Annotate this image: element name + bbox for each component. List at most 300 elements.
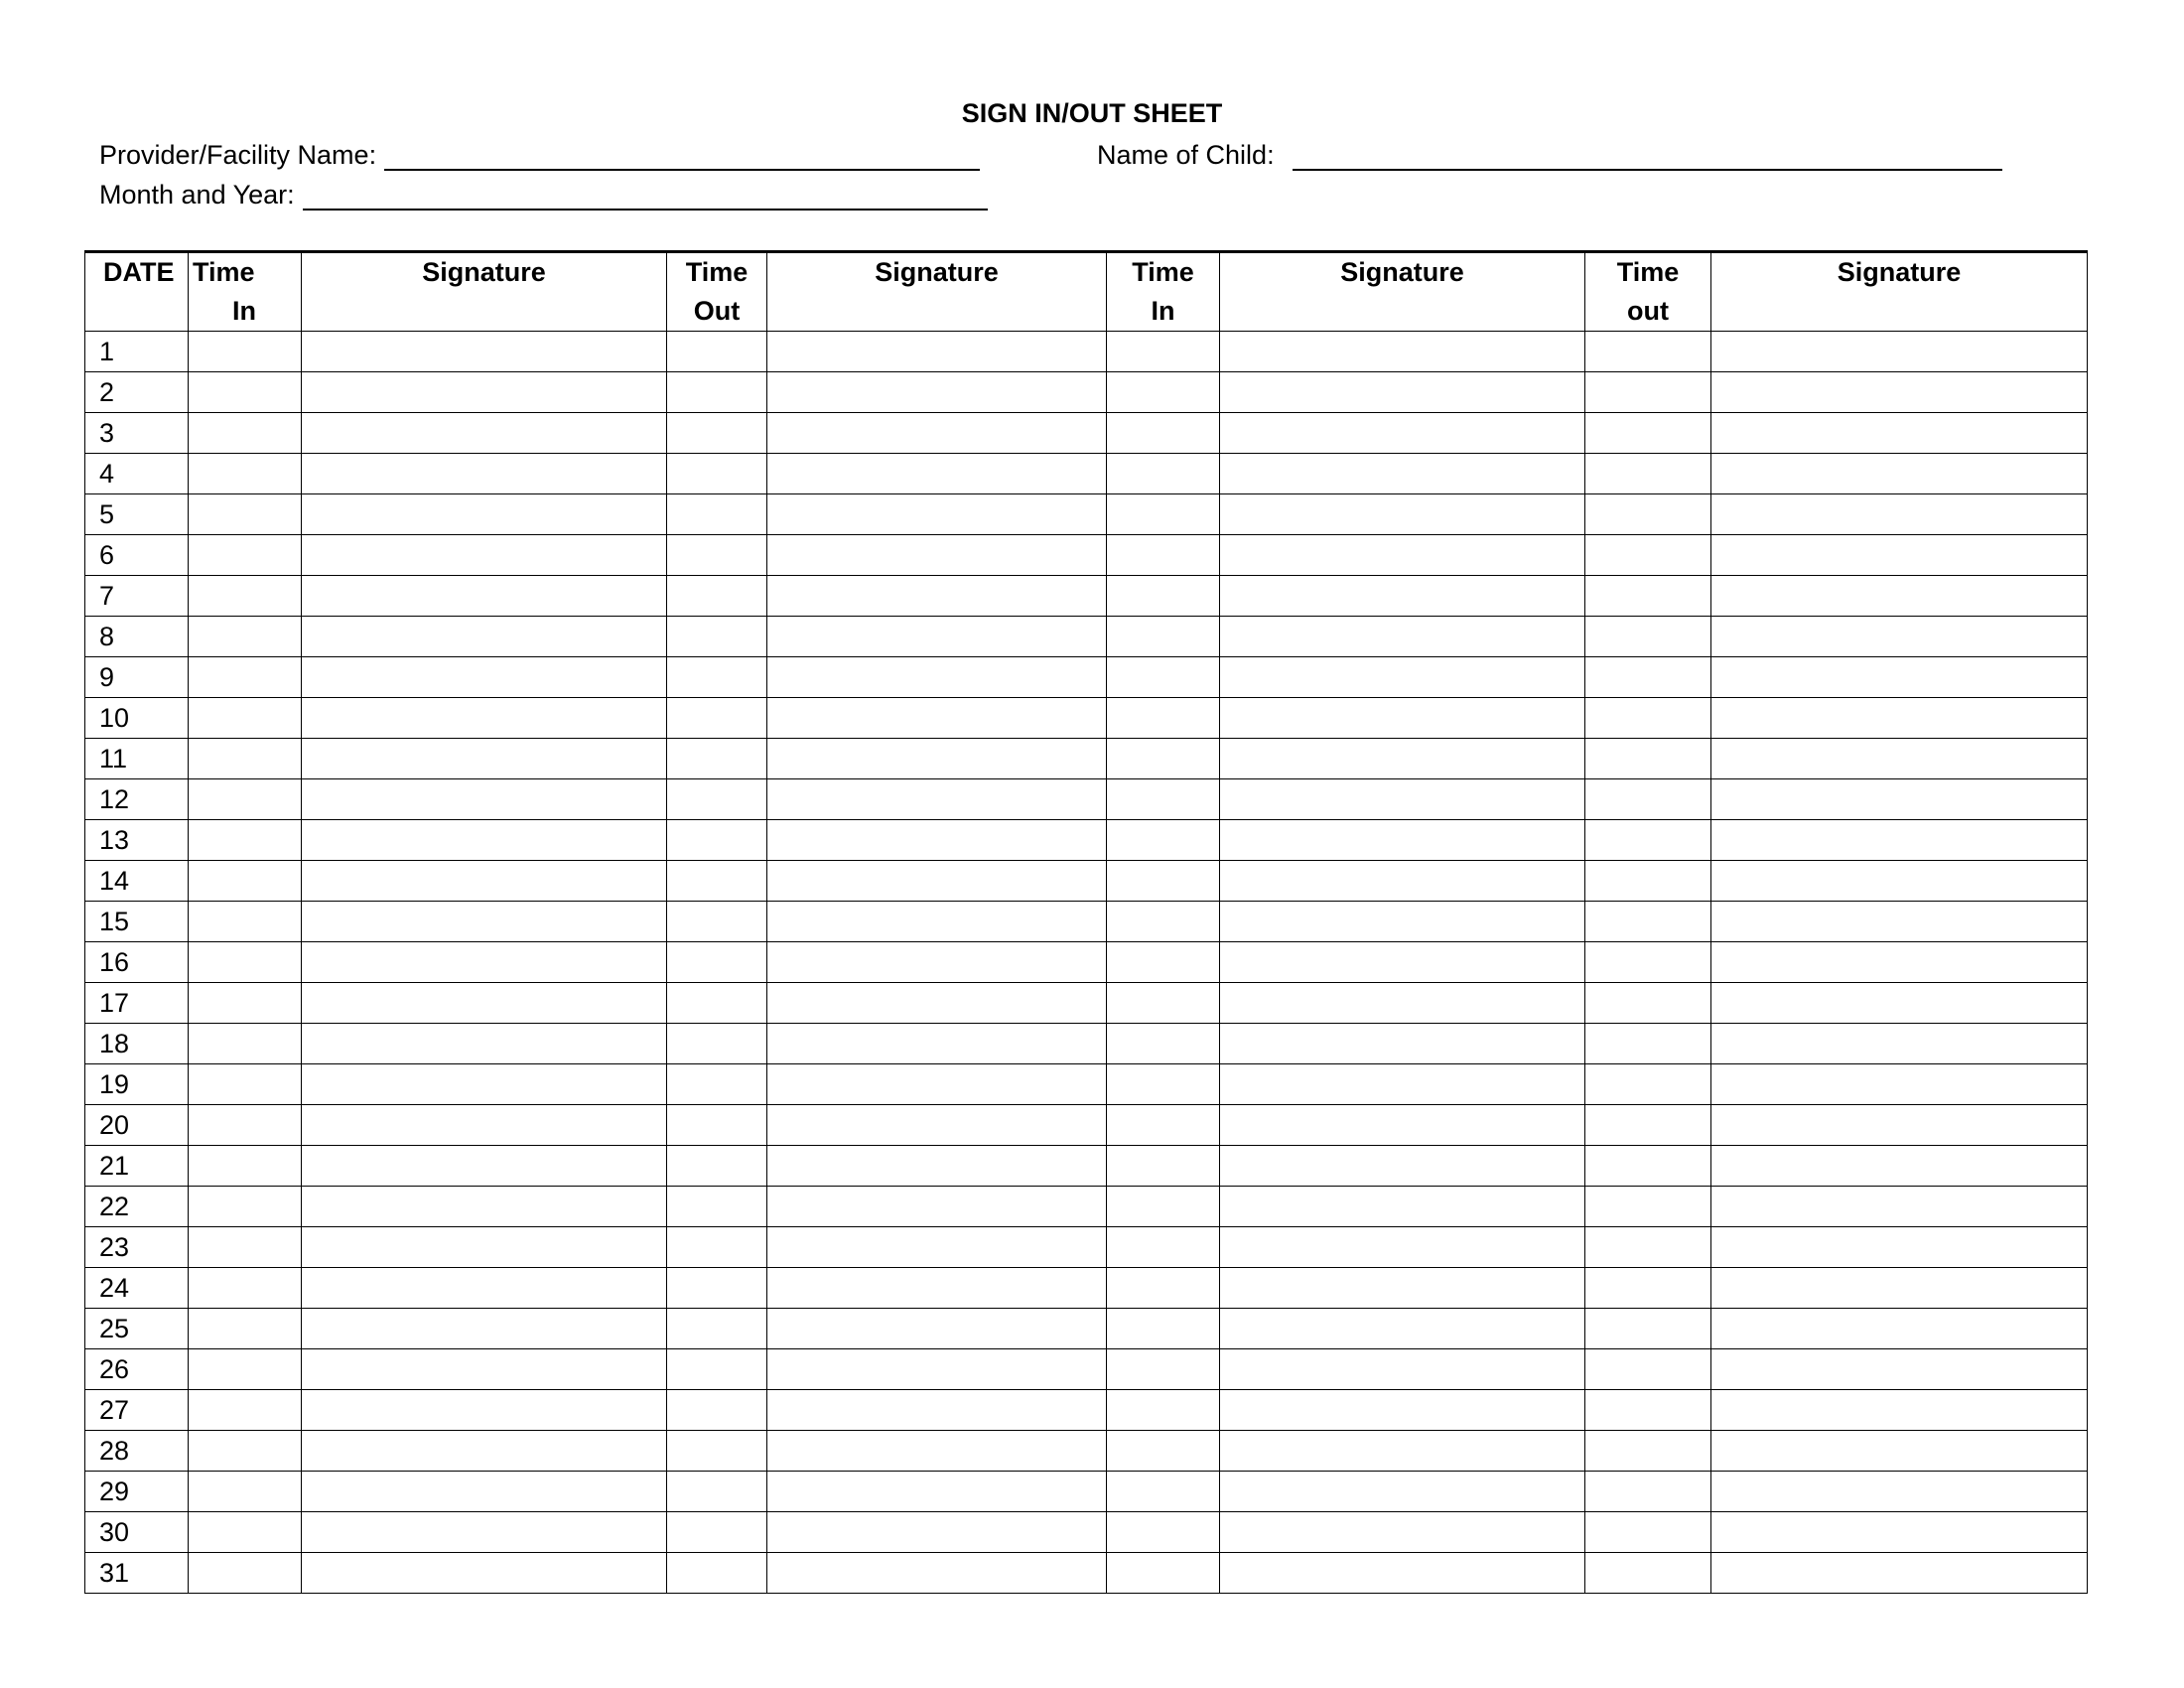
time-in-cell[interactable] bbox=[189, 535, 302, 576]
signature-cell[interactable] bbox=[767, 1390, 1107, 1431]
table-row bbox=[85, 1431, 2088, 1472]
table-row bbox=[85, 1553, 2088, 1594]
time-out-cell[interactable] bbox=[1585, 1105, 1711, 1146]
signature-cell[interactable] bbox=[1220, 1431, 1585, 1472]
date-cell: 19 bbox=[85, 1064, 189, 1105]
signature-cell[interactable] bbox=[302, 1553, 667, 1594]
time-out-cell[interactable] bbox=[667, 576, 767, 617]
date-cell: 8 bbox=[85, 617, 189, 657]
time-out-cell[interactable] bbox=[667, 1268, 767, 1309]
time-out-cell[interactable] bbox=[1585, 1064, 1711, 1105]
time-in-cell[interactable] bbox=[189, 1064, 302, 1105]
signature-cell[interactable] bbox=[302, 1472, 667, 1512]
time-out-cell[interactable] bbox=[1585, 820, 1711, 861]
signature-cell[interactable] bbox=[1220, 372, 1585, 413]
time-out-cell[interactable] bbox=[1585, 1390, 1711, 1431]
signature-cell[interactable] bbox=[302, 1431, 667, 1472]
date-cell: 22 bbox=[85, 1187, 189, 1227]
time-in-cell[interactable] bbox=[189, 902, 302, 942]
signature-cell[interactable] bbox=[767, 779, 1107, 820]
signature-cell[interactable] bbox=[1711, 657, 2088, 698]
time-out-cell[interactable] bbox=[667, 454, 767, 494]
signature-cell[interactable] bbox=[1220, 1024, 1585, 1064]
signature-cell[interactable] bbox=[1711, 617, 2088, 657]
time-in-cell[interactable] bbox=[1107, 617, 1220, 657]
date-cell: 14 bbox=[85, 861, 189, 902]
time-out-cell[interactable] bbox=[1585, 494, 1711, 535]
time-out-cell[interactable] bbox=[1585, 739, 1711, 779]
time-in-cell[interactable] bbox=[1107, 372, 1220, 413]
signature-cell[interactable] bbox=[1711, 454, 2088, 494]
signature-cell[interactable] bbox=[767, 698, 1107, 739]
signature-cell[interactable] bbox=[1220, 820, 1585, 861]
signature-cell[interactable] bbox=[1711, 1349, 2088, 1390]
time-in-cell[interactable] bbox=[189, 1431, 302, 1472]
time-out-cell[interactable] bbox=[667, 657, 767, 698]
time-in-cell[interactable] bbox=[1107, 1024, 1220, 1064]
time-in-cell[interactable] bbox=[1107, 739, 1220, 779]
date-cell: 4 bbox=[85, 454, 189, 494]
time-in-cell[interactable] bbox=[1107, 576, 1220, 617]
time-out-cell[interactable] bbox=[667, 617, 767, 657]
child-field-row bbox=[1097, 139, 2002, 171]
time-out-cell[interactable] bbox=[667, 1146, 767, 1187]
signature-cell[interactable] bbox=[1220, 1064, 1585, 1105]
signature-cell[interactable] bbox=[767, 1349, 1107, 1390]
signature-cell[interactable] bbox=[1220, 902, 1585, 942]
signature-cell[interactable] bbox=[767, 902, 1107, 942]
signature-cell[interactable] bbox=[1711, 779, 2088, 820]
signature-cell[interactable] bbox=[302, 739, 667, 779]
time-in-cell[interactable] bbox=[189, 1187, 302, 1227]
date-cell: 1 bbox=[85, 332, 189, 372]
time-out-cell[interactable] bbox=[1585, 1431, 1711, 1472]
time-out-cell[interactable] bbox=[1585, 779, 1711, 820]
signature-cell[interactable] bbox=[1220, 1227, 1585, 1268]
signature-cell[interactable] bbox=[1220, 942, 1585, 983]
signature-cell[interactable] bbox=[767, 983, 1107, 1024]
time-out-cell[interactable] bbox=[667, 1105, 767, 1146]
time-out-cell[interactable] bbox=[1585, 983, 1711, 1024]
time-out-cell[interactable] bbox=[667, 1024, 767, 1064]
time-out-cell[interactable] bbox=[1585, 698, 1711, 739]
time-in-cell[interactable] bbox=[189, 576, 302, 617]
signature-cell[interactable] bbox=[1220, 739, 1585, 779]
time-out-cell[interactable] bbox=[667, 820, 767, 861]
signature-cell[interactable] bbox=[767, 1187, 1107, 1227]
child-name-field[interactable] bbox=[1293, 139, 2002, 171]
signature-cell[interactable] bbox=[1711, 983, 2088, 1024]
time-in-cell[interactable] bbox=[1107, 1187, 1220, 1227]
signature-cell[interactable] bbox=[767, 1227, 1107, 1268]
signature-cell[interactable] bbox=[1711, 1431, 2088, 1472]
signature-cell[interactable] bbox=[767, 1024, 1107, 1064]
time-in-cell[interactable] bbox=[189, 494, 302, 535]
date-cell: 20 bbox=[85, 1105, 189, 1146]
signature-cell[interactable] bbox=[302, 372, 667, 413]
time-out-cell[interactable] bbox=[1585, 535, 1711, 576]
signature-cell[interactable] bbox=[302, 657, 667, 698]
signature-cell[interactable] bbox=[302, 1064, 667, 1105]
time-in-cell[interactable] bbox=[1107, 1431, 1220, 1472]
signature-cell[interactable] bbox=[767, 739, 1107, 779]
signature-cell[interactable] bbox=[1711, 332, 2088, 372]
time-in-cell[interactable] bbox=[1107, 1105, 1220, 1146]
time-out-cell[interactable] bbox=[667, 1309, 767, 1349]
signature-cell[interactable] bbox=[302, 535, 667, 576]
signature-cell[interactable] bbox=[1711, 1064, 2088, 1105]
signature-cell[interactable] bbox=[767, 1146, 1107, 1187]
time-in-cell[interactable] bbox=[1107, 494, 1220, 535]
table-body bbox=[85, 332, 2088, 1594]
time-in-cell[interactable] bbox=[189, 779, 302, 820]
time-out-cell[interactable] bbox=[1585, 372, 1711, 413]
time-in-cell[interactable] bbox=[189, 698, 302, 739]
table-row bbox=[85, 983, 2088, 1024]
table-row bbox=[85, 739, 2088, 779]
time-in-cell[interactable] bbox=[1107, 332, 1220, 372]
time-in-cell[interactable] bbox=[1107, 1390, 1220, 1431]
date-cell: 27 bbox=[85, 1390, 189, 1431]
month-label: Month and Year: bbox=[99, 180, 295, 210]
time-out-cell[interactable] bbox=[667, 983, 767, 1024]
table-row bbox=[85, 657, 2088, 698]
signature-cell[interactable] bbox=[767, 1064, 1107, 1105]
signature-cell[interactable] bbox=[302, 413, 667, 454]
signature-cell[interactable] bbox=[767, 1105, 1107, 1146]
time-in-cell[interactable] bbox=[189, 942, 302, 983]
time-in-cell[interactable] bbox=[189, 1227, 302, 1268]
signature-cell[interactable] bbox=[1711, 1553, 2088, 1594]
time-in-cell[interactable] bbox=[189, 1105, 302, 1146]
signature-cell[interactable] bbox=[1711, 1309, 2088, 1349]
time-in-cell[interactable] bbox=[1107, 535, 1220, 576]
time-out-cell[interactable] bbox=[667, 1187, 767, 1227]
signature-cell[interactable] bbox=[302, 1512, 667, 1553]
time-out-cell[interactable] bbox=[1585, 1024, 1711, 1064]
time-out-cell[interactable] bbox=[1585, 617, 1711, 657]
time-out-cell[interactable] bbox=[1585, 1146, 1711, 1187]
time-in-cell[interactable] bbox=[1107, 1227, 1220, 1268]
time-out-cell[interactable] bbox=[1585, 1512, 1711, 1553]
time-in-cell[interactable] bbox=[189, 617, 302, 657]
provider-label: Provider/Facility Name: bbox=[99, 140, 377, 170]
signature-cell[interactable] bbox=[767, 332, 1107, 372]
signature-cell[interactable] bbox=[1711, 1187, 2088, 1227]
time-out-cell[interactable] bbox=[667, 1553, 767, 1594]
time-in-cell[interactable] bbox=[189, 454, 302, 494]
signature-cell[interactable] bbox=[767, 454, 1107, 494]
signature-cell[interactable] bbox=[1220, 779, 1585, 820]
time-out-cell[interactable] bbox=[1585, 861, 1711, 902]
time-out-cell[interactable] bbox=[667, 1064, 767, 1105]
date-cell: 23 bbox=[85, 1227, 189, 1268]
signature-cell[interactable] bbox=[1220, 1472, 1585, 1512]
signature-cell[interactable] bbox=[767, 942, 1107, 983]
signature-cell[interactable] bbox=[1711, 1105, 2088, 1146]
signature-cell[interactable] bbox=[767, 1553, 1107, 1594]
signature-cell[interactable] bbox=[302, 779, 667, 820]
time-in-cell[interactable] bbox=[189, 372, 302, 413]
signature-cell[interactable] bbox=[767, 1431, 1107, 1472]
signature-cell[interactable] bbox=[767, 1472, 1107, 1512]
table-row bbox=[85, 617, 2088, 657]
signature-cell[interactable] bbox=[302, 1187, 667, 1227]
signature-cell[interactable] bbox=[1711, 698, 2088, 739]
time-in-cell[interactable] bbox=[1107, 413, 1220, 454]
signature-cell[interactable] bbox=[1220, 1309, 1585, 1349]
signature-cell[interactable] bbox=[302, 1349, 667, 1390]
time-out-cell[interactable] bbox=[667, 698, 767, 739]
time-in-cell[interactable] bbox=[189, 820, 302, 861]
time-in-cell[interactable] bbox=[189, 332, 302, 372]
signature-cell[interactable] bbox=[767, 1512, 1107, 1553]
signature-cell[interactable] bbox=[1220, 1553, 1585, 1594]
signature-cell[interactable] bbox=[1711, 820, 2088, 861]
signature-cell[interactable] bbox=[1711, 942, 2088, 983]
time-out-cell[interactable] bbox=[667, 535, 767, 576]
time-in-cell[interactable] bbox=[189, 1146, 302, 1187]
signature-cell[interactable] bbox=[302, 494, 667, 535]
signature-cell[interactable] bbox=[1220, 535, 1585, 576]
column-header-signature: Signature bbox=[302, 252, 667, 332]
signature-cell[interactable] bbox=[302, 902, 667, 942]
date-cell: 18 bbox=[85, 1024, 189, 1064]
time-in-cell[interactable] bbox=[1107, 1064, 1220, 1105]
time-in-cell[interactable] bbox=[189, 413, 302, 454]
date-cell: 12 bbox=[85, 779, 189, 820]
time-in-cell[interactable] bbox=[1107, 454, 1220, 494]
signature-cell[interactable] bbox=[1220, 861, 1585, 902]
time-in-cell[interactable] bbox=[189, 1349, 302, 1390]
time-in-cell[interactable] bbox=[1107, 1472, 1220, 1512]
signature-cell[interactable] bbox=[1711, 739, 2088, 779]
time-in-cell[interactable] bbox=[1107, 983, 1220, 1024]
time-in-cell[interactable] bbox=[1107, 1512, 1220, 1553]
signature-cell[interactable] bbox=[1220, 332, 1585, 372]
table-row bbox=[85, 1309, 2088, 1349]
table-row bbox=[85, 1512, 2088, 1553]
time-in-cell[interactable] bbox=[189, 657, 302, 698]
signature-cell[interactable] bbox=[1220, 576, 1585, 617]
time-out-cell[interactable] bbox=[667, 739, 767, 779]
time-in-cell[interactable] bbox=[1107, 902, 1220, 942]
time-out-cell[interactable] bbox=[667, 332, 767, 372]
time-out-cell[interactable] bbox=[667, 413, 767, 454]
signature-cell[interactable] bbox=[767, 1309, 1107, 1349]
time-out-cell[interactable] bbox=[667, 902, 767, 942]
time-in-cell[interactable] bbox=[1107, 698, 1220, 739]
date-cell: 6 bbox=[85, 535, 189, 576]
child-label: Name of Child: bbox=[1097, 140, 1275, 170]
signature-cell[interactable] bbox=[767, 861, 1107, 902]
signature-cell[interactable] bbox=[302, 1024, 667, 1064]
signature-cell[interactable] bbox=[767, 657, 1107, 698]
time-out-cell[interactable] bbox=[667, 372, 767, 413]
time-in-cell[interactable] bbox=[189, 739, 302, 779]
table-row bbox=[85, 1227, 2088, 1268]
column-header-signature: Signature bbox=[767, 252, 1107, 332]
signature-cell[interactable] bbox=[1220, 494, 1585, 535]
signature-cell[interactable] bbox=[1711, 372, 2088, 413]
signature-cell[interactable] bbox=[302, 698, 667, 739]
table-row bbox=[85, 902, 2088, 942]
signature-cell[interactable] bbox=[767, 535, 1107, 576]
table-row bbox=[85, 576, 2088, 617]
time-out-cell[interactable] bbox=[667, 1349, 767, 1390]
page-title: SIGN IN/OUT SHEET bbox=[961, 98, 1223, 128]
signature-cell[interactable] bbox=[767, 576, 1107, 617]
time-out-cell[interactable] bbox=[667, 942, 767, 983]
date-cell: 5 bbox=[85, 494, 189, 535]
date-cell: 9 bbox=[85, 657, 189, 698]
month-year-field[interactable] bbox=[303, 179, 988, 211]
time-out-cell[interactable] bbox=[667, 1431, 767, 1472]
signature-cell[interactable] bbox=[1220, 617, 1585, 657]
time-out-cell[interactable] bbox=[1585, 1268, 1711, 1309]
signature-cell[interactable] bbox=[1220, 1390, 1585, 1431]
signature-cell[interactable] bbox=[302, 1390, 667, 1431]
signature-cell[interactable] bbox=[302, 454, 667, 494]
time-out-cell[interactable] bbox=[667, 1472, 767, 1512]
signature-cell[interactable] bbox=[1711, 1268, 2088, 1309]
time-in-cell[interactable] bbox=[189, 1268, 302, 1309]
column-header-date: DATE bbox=[85, 252, 189, 332]
time-in-cell[interactable] bbox=[189, 861, 302, 902]
signature-cell[interactable] bbox=[1711, 1472, 2088, 1512]
time-in-cell[interactable] bbox=[1107, 657, 1220, 698]
signature-cell[interactable] bbox=[1220, 1105, 1585, 1146]
signature-cell[interactable] bbox=[1711, 535, 2088, 576]
table-row bbox=[85, 1187, 2088, 1227]
signature-cell[interactable] bbox=[1711, 1146, 2088, 1187]
table-row bbox=[85, 820, 2088, 861]
signature-cell[interactable] bbox=[302, 861, 667, 902]
signature-cell[interactable] bbox=[302, 1105, 667, 1146]
time-in-cell[interactable] bbox=[189, 1553, 302, 1594]
signature-cell[interactable] bbox=[302, 617, 667, 657]
time-in-cell[interactable] bbox=[1107, 1553, 1220, 1594]
time-out-cell[interactable] bbox=[1585, 1187, 1711, 1227]
signature-cell[interactable] bbox=[1711, 413, 2088, 454]
time-out-cell[interactable] bbox=[667, 861, 767, 902]
signature-cell[interactable] bbox=[1220, 698, 1585, 739]
date-cell: 3 bbox=[85, 413, 189, 454]
time-in-cell[interactable] bbox=[189, 1512, 302, 1553]
time-out-cell[interactable] bbox=[1585, 1349, 1711, 1390]
signature-cell[interactable] bbox=[1711, 1512, 2088, 1553]
signature-cell[interactable] bbox=[767, 1268, 1107, 1309]
signature-cell[interactable] bbox=[1711, 1024, 2088, 1064]
signature-cell[interactable] bbox=[767, 372, 1107, 413]
time-out-cell[interactable] bbox=[667, 494, 767, 535]
provider-name-field[interactable] bbox=[384, 139, 980, 171]
time-in-cell[interactable] bbox=[1107, 1309, 1220, 1349]
time-out-cell[interactable] bbox=[1585, 1309, 1711, 1349]
time-out-cell[interactable] bbox=[1585, 454, 1711, 494]
time-out-cell[interactable] bbox=[667, 1390, 767, 1431]
time-out-cell[interactable] bbox=[667, 1227, 767, 1268]
signature-cell[interactable] bbox=[1220, 1512, 1585, 1553]
signature-cell[interactable] bbox=[302, 332, 667, 372]
sign-in-out-table bbox=[84, 250, 2088, 1594]
time-in-cell[interactable] bbox=[1107, 861, 1220, 902]
date-cell: 2 bbox=[85, 372, 189, 413]
signature-cell[interactable] bbox=[767, 820, 1107, 861]
table-row bbox=[85, 535, 2088, 576]
time-out-cell[interactable] bbox=[1585, 1472, 1711, 1512]
signature-cell[interactable] bbox=[302, 1227, 667, 1268]
signature-cell[interactable] bbox=[302, 820, 667, 861]
signature-cell[interactable] bbox=[767, 494, 1107, 535]
time-out-cell[interactable] bbox=[667, 1512, 767, 1553]
time-out-cell[interactable] bbox=[1585, 1553, 1711, 1594]
table-row bbox=[85, 1105, 2088, 1146]
time-in-cell[interactable] bbox=[189, 983, 302, 1024]
time-out-cell[interactable] bbox=[1585, 332, 1711, 372]
signature-cell[interactable] bbox=[767, 413, 1107, 454]
signature-cell[interactable] bbox=[302, 942, 667, 983]
signature-cell[interactable] bbox=[767, 617, 1107, 657]
time-in-cell[interactable] bbox=[1107, 1268, 1220, 1309]
time-in-cell[interactable] bbox=[189, 1472, 302, 1512]
date-cell: 24 bbox=[85, 1268, 189, 1309]
time-out-cell[interactable] bbox=[1585, 1227, 1711, 1268]
signature-cell[interactable] bbox=[302, 1146, 667, 1187]
signature-cell[interactable] bbox=[1220, 657, 1585, 698]
signature-cell[interactable] bbox=[1220, 413, 1585, 454]
signature-cell[interactable] bbox=[302, 983, 667, 1024]
time-out-cell[interactable] bbox=[667, 779, 767, 820]
signature-cell[interactable] bbox=[1711, 1227, 2088, 1268]
time-out-cell[interactable] bbox=[1585, 902, 1711, 942]
signature-cell[interactable] bbox=[302, 1309, 667, 1349]
time-out-cell[interactable] bbox=[1585, 657, 1711, 698]
time-in-cell[interactable] bbox=[1107, 1146, 1220, 1187]
signature-cell[interactable] bbox=[1220, 1268, 1585, 1309]
signature-cell[interactable] bbox=[1220, 1146, 1585, 1187]
time-in-cell[interactable] bbox=[1107, 942, 1220, 983]
signature-cell[interactable] bbox=[1220, 1349, 1585, 1390]
signature-cell[interactable] bbox=[1711, 494, 2088, 535]
signature-cell[interactable] bbox=[1711, 902, 2088, 942]
time-in-cell[interactable] bbox=[189, 1024, 302, 1064]
table-row bbox=[85, 332, 2088, 372]
signature-cell[interactable] bbox=[1220, 1187, 1585, 1227]
date-cell: 13 bbox=[85, 820, 189, 861]
time-in-cell[interactable] bbox=[1107, 820, 1220, 861]
time-out-cell[interactable] bbox=[1585, 413, 1711, 454]
time-out-cell[interactable] bbox=[1585, 576, 1711, 617]
time-in-cell[interactable] bbox=[189, 1390, 302, 1431]
signature-cell[interactable] bbox=[1220, 983, 1585, 1024]
signature-cell[interactable] bbox=[302, 576, 667, 617]
time-in-cell[interactable] bbox=[1107, 779, 1220, 820]
time-in-cell[interactable] bbox=[189, 1309, 302, 1349]
signature-cell[interactable] bbox=[1711, 576, 2088, 617]
time-in-cell[interactable] bbox=[1107, 1349, 1220, 1390]
signature-cell[interactable] bbox=[1220, 454, 1585, 494]
signature-cell[interactable] bbox=[1711, 861, 2088, 902]
column-header-time-in: Time In bbox=[189, 252, 302, 332]
time-out-cell[interactable] bbox=[1585, 942, 1711, 983]
signature-cell[interactable] bbox=[302, 1268, 667, 1309]
table-row bbox=[85, 413, 2088, 454]
date-cell: 17 bbox=[85, 983, 189, 1024]
table-row bbox=[85, 861, 2088, 902]
table-row bbox=[85, 1390, 2088, 1431]
signature-cell[interactable] bbox=[1711, 1390, 2088, 1431]
